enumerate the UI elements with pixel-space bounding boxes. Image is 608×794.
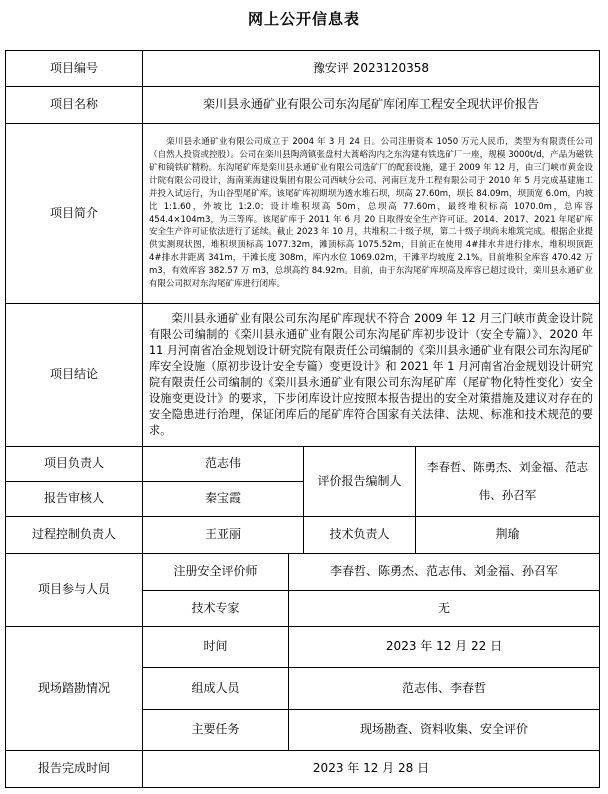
survey-tasks-label: 主要任务 (142, 709, 289, 751)
participants-label: 项目参与人员 (5, 553, 143, 627)
survey-tasks-value: 现场勘查、资料收集、安全评价 (288, 709, 600, 751)
project-intro-label: 项目简介 (5, 123, 143, 304)
report-reviewer-label: 报告审核人 (5, 481, 143, 517)
tech-expert-value: 无 (288, 590, 600, 627)
tech-leader-label: 技术负责人 (303, 516, 416, 554)
survey-time-label: 时间 (142, 626, 289, 668)
tech-expert-label: 技术专家 (142, 590, 289, 627)
survey-time-value: 2023 年 12 月 22 日 (288, 626, 600, 668)
registered-evaluator-label: 注册安全评价师 (142, 553, 289, 591)
survey-members-value: 范志伟、李春哲 (288, 667, 600, 710)
process-control-value: 王亚丽 (142, 516, 304, 554)
report-date-value: 2023 年 12 月 28 日 (142, 750, 600, 788)
process-control-label: 过程控制负责人 (5, 516, 143, 554)
project-no-value: 豫安评 2023120358 (142, 50, 600, 87)
project-name-value: 栾川县永通矿业有限公司东沟尾矿库闭库工程安全现状评价报告 (142, 86, 600, 124)
project-no-label: 项目编号 (5, 50, 143, 87)
registered-evaluator-value: 李春哲、陈勇杰、范志伟、刘金福、孙召军 (288, 553, 600, 591)
project-conclusion-cell (142, 303, 600, 447)
report-date-label: 报告完成时间 (5, 750, 143, 788)
project-leader-label: 项目负责人 (5, 446, 143, 482)
project-name-label: 项目名称 (5, 86, 143, 124)
tech-leader-value: 荆瑜 (415, 516, 600, 554)
report-reviewer-value: 秦宝霞 (142, 481, 304, 517)
page-title: 网上公开信息表 (247, 10, 360, 28)
project-conclusion-label: 项目结论 (5, 303, 143, 447)
report-authors-value (415, 446, 600, 517)
site-survey-label: 现场踏勘情况 (5, 626, 143, 751)
project-intro-text: 栾川县永通矿业有限公司成立于 2004 年 3 月 24 日。公司注册资本 1050 万元人民币，类型为有限责任公司（自然人投资或控股）。公司在栾川县陶湾镇张盘村大蒿峪沟内之东沟建有铁选矿厂一座，规模 3000t/d，产品为磁铁矿和镜铁矿精粉。东沟尾矿库是栾川县永通矿业有限公司选矿厂的配套设施，建于 2009 年 12 月，由三门峡市黄金设计院有限公司设计，海南莱海建设集团有限公司西峡分公司、河南巨龙升工程有限公司于 2010 年 5 月完成基建施工并投入试运行，为山谷型尾矿库。该尾矿库初期坝为透水堆石坝，坝高 27.60m，坝长 84.09m，坝顶宽 6.0m，内坡比 1:1.60，外坡比 1:2.0；设计堆积坝高 50m，总坝高 77.60m，最终堆积标高 1070.0m，总库容 454.4×104m3，为三等库。该尾矿库于 2011 年 6 月 20 日取得安全生产许可证。2014、2017、2021 年尾矿库安全生产许可证依法进行了延续。截止 2023 年 10 月，共堆积二十级子坝，第二十级子坝尚未堆筑完成。根据企业提供实测现状图，堆积坝顶标高 1077.32m，滩顶标高 1075.52m，目前正在使用 4#排水井进行排水，堆积坝顶距 4#排水井距离 341m，干滩长度 308m，库内水位 1069.02m，干滩平均坡度 2.1%。目前堆积全库容 470.42 万 m3，有效库容 382.57 万 m3，总坝高约 84.92m。目前，由于东沟尾矿库坝高及库容已超过设计，栾川县永通矿业有限公司拟对东沟尾矿库进行闭库。 (149, 137, 593, 290)
report-authors-label: 评价报告编制人 (303, 446, 416, 517)
project-leader-value: 范志伟 (142, 446, 304, 482)
project-intro-cell (142, 123, 600, 304)
report-authors-text: 李春哲、陈勇杰、刘金福、范志伟、孙召军 (427, 459, 588, 502)
project-conclusion-text: 栾川县永通矿业有限公司东沟尾矿库现状不符合 2009 年 12 月三门峡市黄金设计院有限公司编制的《栾川县永通矿业有限公司东沟尾矿库初步设计（安全专篇）》、2020 年 11 月河南省冶金规划设计研究院有限责任公司编制的《栾川县永通矿业有限公司东沟尾矿库安全设施（原初步设计安全专篇）变更设计》和 2021 年 1 月河南省冶金规划设计研究院有限责任公司编制的《栾川县永通矿业有限公司东沟尾矿库（尾矿物化特性变化）安全设施变更设计》的要求，下步闭库设计应按照本报告提出的安全对策措施及建议对存在的安全隐患进行治理，保证闭库后的尾矿库符合国家有关法律、法规、标准和技术规范的要求。 (149, 312, 593, 437)
survey-members-label: 组成人员 (142, 667, 289, 710)
